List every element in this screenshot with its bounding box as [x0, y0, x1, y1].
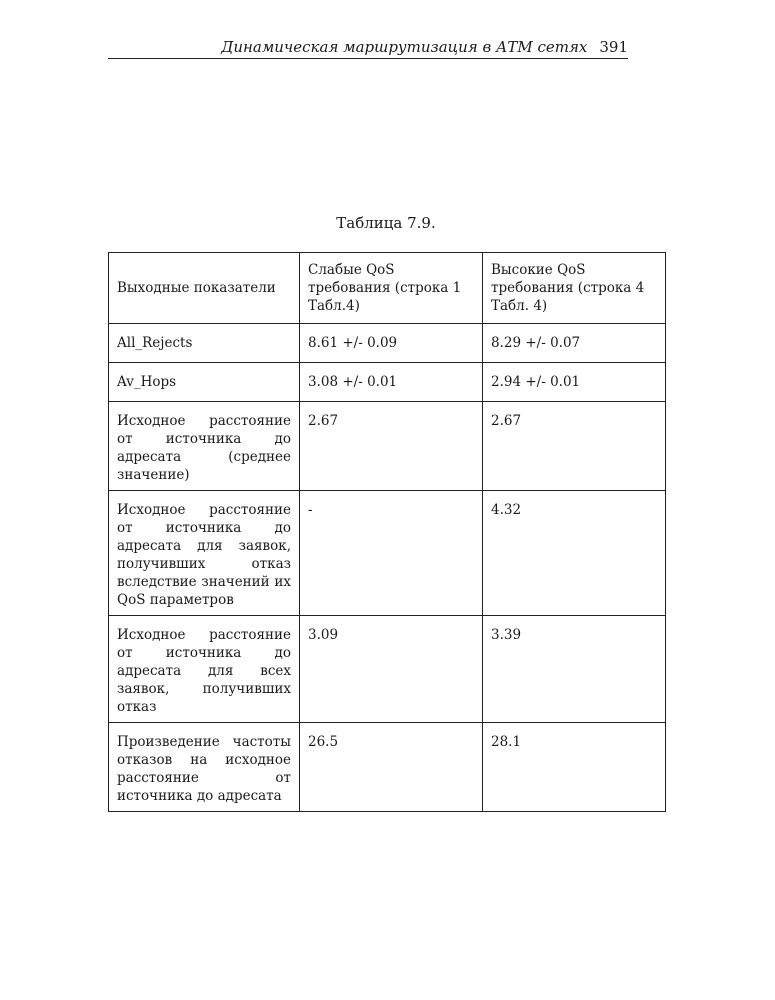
- high-qos-cell: 4.32: [483, 491, 666, 616]
- high-qos-cell: 2.94 +/- 0.01: [483, 363, 666, 402]
- table-row: [109, 616, 666, 723]
- weak-qos-cell: 3.08 +/- 0.01: [300, 363, 483, 402]
- high-qos-cell: 3.39: [483, 616, 666, 723]
- table-row: [109, 491, 666, 616]
- table-row: [109, 402, 666, 491]
- table-header-row: [109, 253, 666, 324]
- metric-cell: Исходное расстояние от источника до адресата для заявок, получивших отказ вследствие значений их QoS параметров: [109, 491, 300, 616]
- high-qos-cell: 2.67: [483, 402, 666, 491]
- weak-qos-cell: 8.61 +/- 0.09: [300, 324, 483, 363]
- weak-qos-cell: 26.5: [300, 723, 483, 812]
- table-row: [109, 723, 666, 812]
- metric-cell: Исходное расстояние от источника до адресата для всех заявок, получивших отказ: [109, 616, 300, 723]
- running-title: Динамическая маршрутизация в АТМ сетях: [221, 38, 588, 56]
- column-header-weak-qos: Слабые QoS требования (строка 1 Табл.4): [300, 253, 483, 324]
- metric-cell: All_Rejects: [109, 324, 300, 363]
- column-header-metric: Выходные показатели: [109, 253, 300, 324]
- weak-qos-cell: 3.09: [300, 616, 483, 723]
- metric-cell: Исходное расстояние от источника до адресата (среднее значение): [109, 402, 300, 491]
- weak-qos-cell: 2.67: [300, 402, 483, 491]
- table-caption: Таблица 7.9.: [336, 214, 436, 232]
- metric-cell: Av_Hops: [109, 363, 300, 402]
- page-number: 391: [599, 38, 628, 56]
- metric-cell: Произведение частоты отказов на исходное расстояние от источника до адресата: [109, 723, 300, 812]
- table-row: [109, 363, 666, 402]
- high-qos-cell: 8.29 +/- 0.07: [483, 324, 666, 363]
- column-header-high-qos: Высокие QoS требования (строка 4 Табл. 4): [483, 253, 666, 324]
- table-row: [109, 324, 666, 363]
- running-head: [108, 36, 628, 59]
- weak-qos-cell: -: [300, 491, 483, 616]
- results-table: [108, 252, 666, 812]
- high-qos-cell: 28.1: [483, 723, 666, 812]
